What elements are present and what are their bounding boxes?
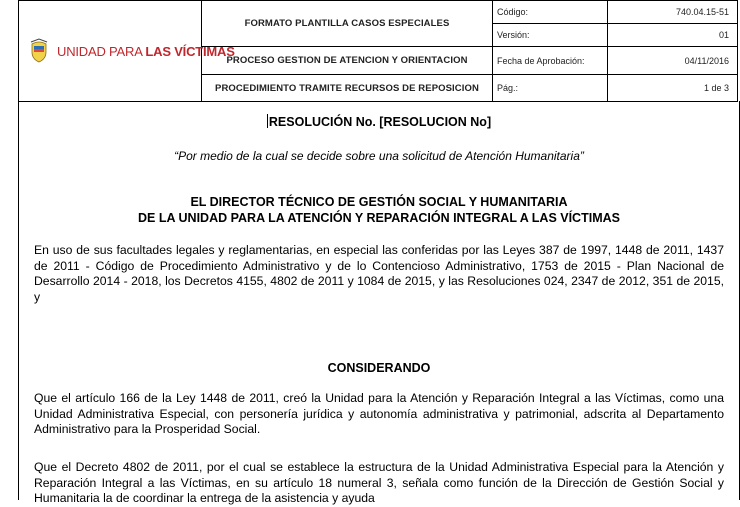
- logo-cell: [19, 1, 235, 102]
- unidad-victimas-logo: [19, 21, 235, 81]
- paragraph-article-166: Que el artículo 166 de la Ley 1448 de 2011, creó la Unidad para la Atención y Reparación Integral a las Víctimas, como una Unidad Administrativa Especial, con personería jurídica y autonomía administrativa y patrimonial, adscrita al Departamento Administrativo para la Prosperidad Social.: [34, 391, 724, 437]
- code-value: 740.04.15-51: [608, 1, 738, 24]
- paragraph-powers: En uso de sus facultades legales y reglamentarias, en especial las conferidas por las Leyes 387 de 1997, 1448 de 2011, 1437 de 2011 - Código de Procedimiento Administrativo y de lo Contencioso Administrativo, 1753 de 2015 - Plan Nacional de Desarrollo 2014 - 2018, los Decretos 4155, 4802 de 2011 y 1084 de 2015, y las Resoluciones 024, 2347 de 2012, 351 de 2015, y: [34, 243, 724, 304]
- resolution-subtitle: “Por medio de la cual se decide sobre una solicitud de Atención Humanitaria”: [174, 149, 584, 163]
- document-header-table: [18, 0, 738, 102]
- page-label: Pág.:: [493, 75, 608, 102]
- resolution-title[interactable]: RESOLUCIÓN No. [RESOLUCION No]: [268, 115, 492, 129]
- approval-date-value: 04/11/2016: [608, 47, 738, 75]
- procedure-title: PROCEDIMIENTO TRAMITE RECURSOS DE REPOSICION: [202, 75, 493, 102]
- issuer-line-1: EL DIRECTOR TÉCNICO DE GESTIÓN SOCIAL Y HUMANITARIA: [190, 195, 568, 209]
- page-value: 1 de 3: [608, 75, 738, 102]
- logo-text: UNIDAD PARA LAS VÍCTIMAS: [57, 43, 235, 59]
- colombia-coat-of-arms-icon: [29, 38, 49, 64]
- considerando-heading: CONSIDERANDO: [327, 361, 431, 375]
- process-title: PROCESO GESTION DE ATENCION Y ORIENTACION: [202, 47, 493, 75]
- document-body: [18, 101, 740, 506]
- code-label: Código:: [493, 1, 608, 24]
- paragraph-decree-4802: Que el Decreto 4802 de 2011, por el cual se establece la estructura de la Unidad Administrativa Especial para la Atención y Reparación Integral a las Víctimas, en su artículo 18 numeral 3, señala como función de la Dirección de Gestión Social y Humanitaria la de coordinar la entrega de la asistencia y ayuda: [34, 460, 724, 506]
- issuer-line-2: DE LA UNIDAD PARA LA ATENCIÓN Y REPARACIÓN INTEGRAL A LAS VÍCTIMAS: [138, 211, 620, 225]
- format-title: FORMATO PLANTILLA CASOS ESPECIALES: [202, 1, 493, 47]
- version-value: 01: [608, 24, 738, 47]
- version-label: Versión:: [493, 24, 608, 47]
- approval-date-label: Fecha de Aprobación:: [493, 47, 608, 75]
- text-cursor: [267, 114, 268, 128]
